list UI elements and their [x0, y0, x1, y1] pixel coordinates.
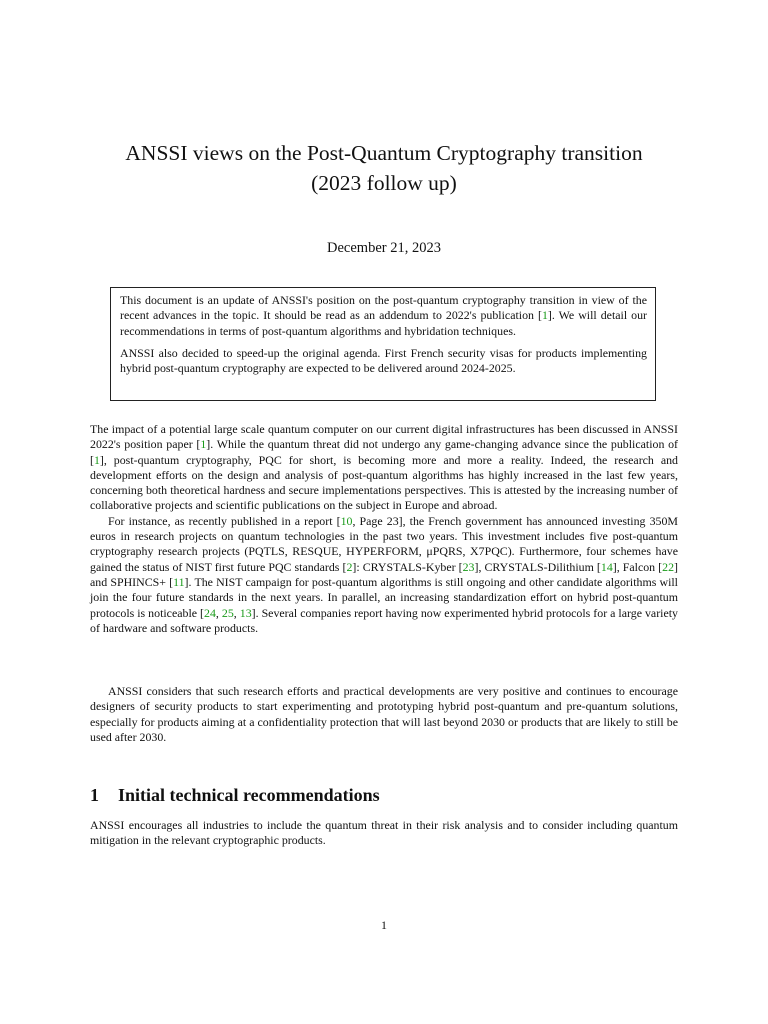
page-number: 1: [381, 918, 387, 932]
paragraph-4: ANSSI encourages all industries to include the quantum threat in their risk analysis and to consider including quantum mitigation in the relevant cryptographic products.: [90, 818, 678, 848]
document-date: December 21, 2023: [327, 240, 441, 256]
section-number: 1: [90, 785, 99, 805]
citation-link[interactable]: 1: [541, 308, 548, 323]
citation-link[interactable]: 22: [662, 559, 675, 574]
paragraph-1: The impact of a potential large scale quantum computer on our current digital infrastructures has been discussed in ANSSI 2022's position paper [1]. While the quantum threat did not undergo any game-changing advance since the publication of [1], post-quantum cryptography, PQC for short, is becoming more and more a reality. Indeed, the research and development efforts on the design and analysis of post-quantum algorithms has highly increased in the last few years, concerning both theoretical hardness and secure implementations perspectives. This is attested by the increasing number of collaborative projects and scientific publications on the subject in Europe and abroad.: [90, 422, 678, 513]
citation-link[interactable]: 14: [600, 559, 613, 574]
title-line-1: ANSSI views on the Post-Quantum Cryptography transition: [125, 141, 643, 165]
citation-link[interactable]: 25: [221, 605, 234, 620]
citation-link[interactable]: 2: [346, 559, 353, 574]
title-line-2: (2023 follow up): [311, 171, 457, 195]
section-heading-1: [90, 783, 380, 807]
body-paragraphs-intro: [90, 422, 678, 636]
citation-link[interactable]: 13: [239, 605, 252, 620]
abstract-box: [110, 287, 656, 401]
citation-link[interactable]: 24: [204, 605, 216, 620]
section-title: Initial technical recommendations: [118, 785, 380, 805]
citation-link[interactable]: 10: [340, 513, 353, 528]
abstract-paragraph-1: This document is an update of ANSSI's position on the post-quantum cryptography transition in view of the recent advances in the topic. It should be read as an addendum to 2022's publication [1]. We will detail our recommendations in terms of post-quantum algorithms and hybridation techniques.: [120, 293, 647, 338]
body-paragraph-3-container: [90, 684, 678, 745]
paragraph-3: ANSSI considers that such research efforts and practical developments are very positive and continues to encourage designers of security products to start experimenting and prototyping hybrid post-quantum and pre-quantum solutions, especially for products aiming at a confidentiality protection that will last beyond 2030 or products that are likely to still be used after 2030.: [90, 684, 678, 744]
citation-link[interactable]: 1: [200, 437, 207, 452]
citation-link[interactable]: 11: [173, 574, 185, 589]
citation-link[interactable]: 23: [462, 559, 475, 574]
paragraph-2: For instance, as recently published in a report [10, Page 23], the French government has announced investing 350M euros in research projects on quantum technologies in the past two years. This investment includes five post-quantum cryptography research projects (PQTLS, RESQUE, HYPERFORM, μPQRS, X7PQC). Furthermore, four schemes have gained the status of NIST first future PQC standards [2]: CRYSTALS-Kyber [23], CRYSTALS-Dilithium [14], Falcon [22] and SPHINCS+ [11]. The NIST campaign for post-quantum algorithms is still ongoing and other candidate algorithms will join the four future standards in the next years. In parallel, an increasing standardization effort on hybrid post-quantum protocols is noticeable [24, 25, 13]. Several companies report having now experimented hybrid protocols for a large variety of hardware and software products.: [90, 513, 678, 635]
abstract-paragraph-2: ANSSI also decided to speed-up the original agenda. First French security visas for products implementing hybrid post-quantum cryptography are expected to be delivered around 2024-2025.: [120, 345, 647, 376]
document-title: [60, 138, 708, 198]
citation-link[interactable]: 1: [93, 452, 100, 467]
body-paragraph-4-container: [90, 818, 678, 849]
